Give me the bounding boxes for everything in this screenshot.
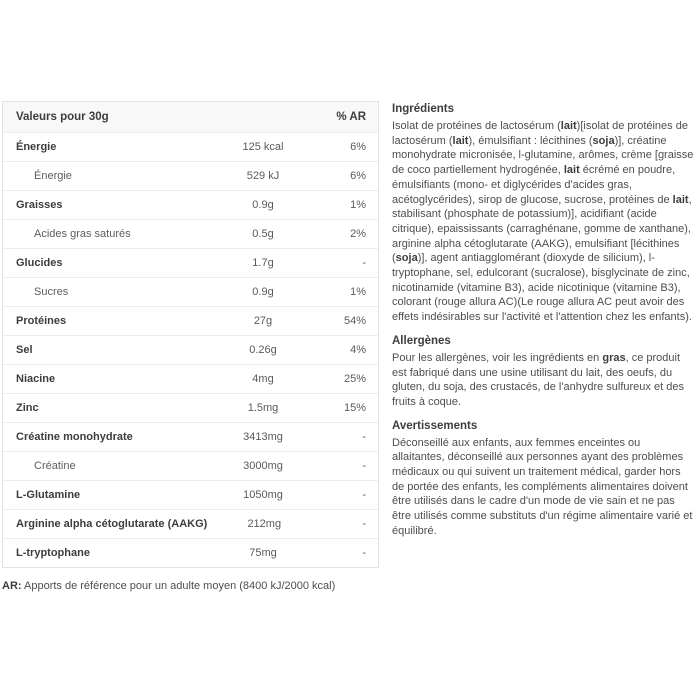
row-label: Glucides	[16, 257, 63, 269]
row-ar-percent: 15%	[343, 402, 366, 414]
row-label: L-Glutamine	[16, 489, 81, 501]
row-ar-percent: -	[362, 257, 366, 269]
row-label: Protéines	[16, 315, 67, 327]
row-label: Arginine alpha cétoglutarate (AAKG)	[16, 518, 208, 530]
row-ar-percent: -	[362, 489, 366, 501]
row-ar-percent: 6%	[350, 141, 366, 153]
row-label: Sel	[16, 344, 33, 356]
row-value: 1.5mg	[247, 402, 279, 414]
row-label: Énergie	[34, 170, 72, 182]
table-row	[3, 364, 378, 393]
ingredients-section	[392, 102, 695, 325]
row-label: Créatine	[34, 460, 76, 472]
allergens-text: Pour les allergènes, voir les ingrédients en gras, ce produit est fabriqué dans une usine utilisant du lait, des oeufs, du gluten, du soja, des crustacés, de l'anhydre sulfureux et des fruits à coque.	[392, 351, 684, 408]
row-label: Acides gras saturés	[34, 228, 131, 240]
table-row	[3, 277, 378, 306]
table-row	[3, 219, 378, 248]
row-ar-percent: 2%	[350, 228, 366, 240]
row-label: Créatine monohydrate	[16, 431, 133, 443]
ar-footnote	[2, 580, 379, 592]
warnings-title: Avertissements	[392, 419, 478, 432]
row-value: 1.7g	[252, 257, 274, 269]
ingredients-title: Ingrédients	[392, 103, 454, 115]
row-ar-percent: 6%	[350, 170, 366, 182]
row-label: Graisses	[16, 199, 63, 211]
row-ar-percent: -	[362, 518, 367, 530]
table-row	[3, 393, 378, 422]
table-row	[3, 132, 378, 161]
table-row	[3, 451, 378, 480]
row-value: 0.5g	[252, 228, 274, 240]
row-label: L-tryptophane	[16, 547, 90, 559]
allergens-section	[392, 334, 695, 410]
table-row	[3, 480, 378, 509]
allergens-title: Allergènes	[392, 334, 451, 347]
row-value: 4mg	[252, 373, 274, 385]
ar-footnote-prefix: AR:	[2, 580, 22, 592]
table-header-row	[3, 102, 378, 132]
table-body	[3, 132, 378, 567]
row-label: Niacine	[16, 373, 56, 385]
row-ar-percent: 4%	[350, 344, 366, 356]
table-row	[3, 306, 378, 335]
row-value: 0.9g	[252, 199, 274, 211]
table-header-ar: % AR	[336, 111, 366, 123]
ar-footnote-text: Apports de référence pour un adulte moyen (8400 kJ/2000 kcal)	[21, 580, 336, 592]
warnings-text: Déconseillé aux enfants, aux femmes enceintes ou allaitantes, déconseillé aux personnes ayant des problèmes médicaux ou qui suivent un traitement médical, garder hors de portée des enfants, les compléments alimentaires doivent être utilisés dans le cadre d'un mode de vie sain et ne pas être utilisés comme substituts d'un régime alimentaire varié et équilibré.	[392, 436, 693, 537]
table-row	[3, 538, 378, 567]
row-value: 529 kJ	[246, 170, 280, 182]
row-ar-percent: -	[362, 460, 366, 472]
row-value: 0.9g	[252, 286, 274, 298]
nutrition-table	[2, 101, 379, 568]
table-header-label: Valeurs pour 30g	[16, 111, 109, 123]
row-ar-percent: -	[362, 431, 366, 443]
row-ar-percent: 1%	[350, 199, 366, 211]
table-row	[3, 422, 378, 451]
row-value: 1050mg	[243, 489, 283, 501]
table-row	[3, 161, 378, 190]
row-value: 3000mg	[243, 460, 283, 472]
info-column	[392, 102, 695, 548]
warnings-section	[392, 419, 695, 539]
table-row	[3, 335, 378, 364]
row-label: Zinc	[16, 402, 39, 414]
row-value: 75mg	[249, 547, 277, 559]
row-value: 3413mg	[243, 431, 283, 443]
row-value: 212mg	[247, 518, 282, 530]
table-row	[3, 190, 378, 219]
row-label: Sucres	[34, 286, 69, 298]
row-ar-percent: 54%	[343, 315, 366, 327]
row-value: 125 kcal	[242, 141, 284, 153]
row-ar-percent: 25%	[343, 373, 366, 385]
row-ar-percent: -	[362, 547, 366, 559]
row-value: 27g	[253, 315, 273, 327]
nutrition-panel	[2, 101, 379, 592]
table-row	[3, 248, 378, 277]
row-ar-percent: 1%	[350, 286, 366, 298]
row-label: Énergie	[16, 141, 57, 153]
table-row	[3, 509, 378, 538]
ingredients-text: Isolat de protéines de lactosérum (lait)[isolat de protéines de lactosérum (lait), émulsifiant : lécithines (soja)], créatine monohydrate micronisée, l-glutamine, arômes, crème [graisse de coco partiellement hydrogénée, lait écrémé en poudre, émulsifiants (mono- et diglycérides d'acides gras, acétoglycérides), sirop de glucose, sucrose, protéines de lait, stabilisant (phosphate de potassium)], acidifiant (acide citrique), epaississants (carraghénane, gomme de xanthane), arginine alpha cétoglutarate (AAKG), emulsifiant [lécithines (soja)], agent antiagglomérant (dioxyde de silicium), l-tryptophane, sel, edulcorant (sucralose), bisglycinate de zinc, nicotinamide (vitamine B3), acide nicotinique (vitamine B3), colorant (rouge allura AC)(Le rouge allura AC peut avoir des effets indésirables sur l'activité et l'attention chez les enfants).	[392, 120, 694, 324]
row-value: 0.26g	[249, 344, 277, 356]
